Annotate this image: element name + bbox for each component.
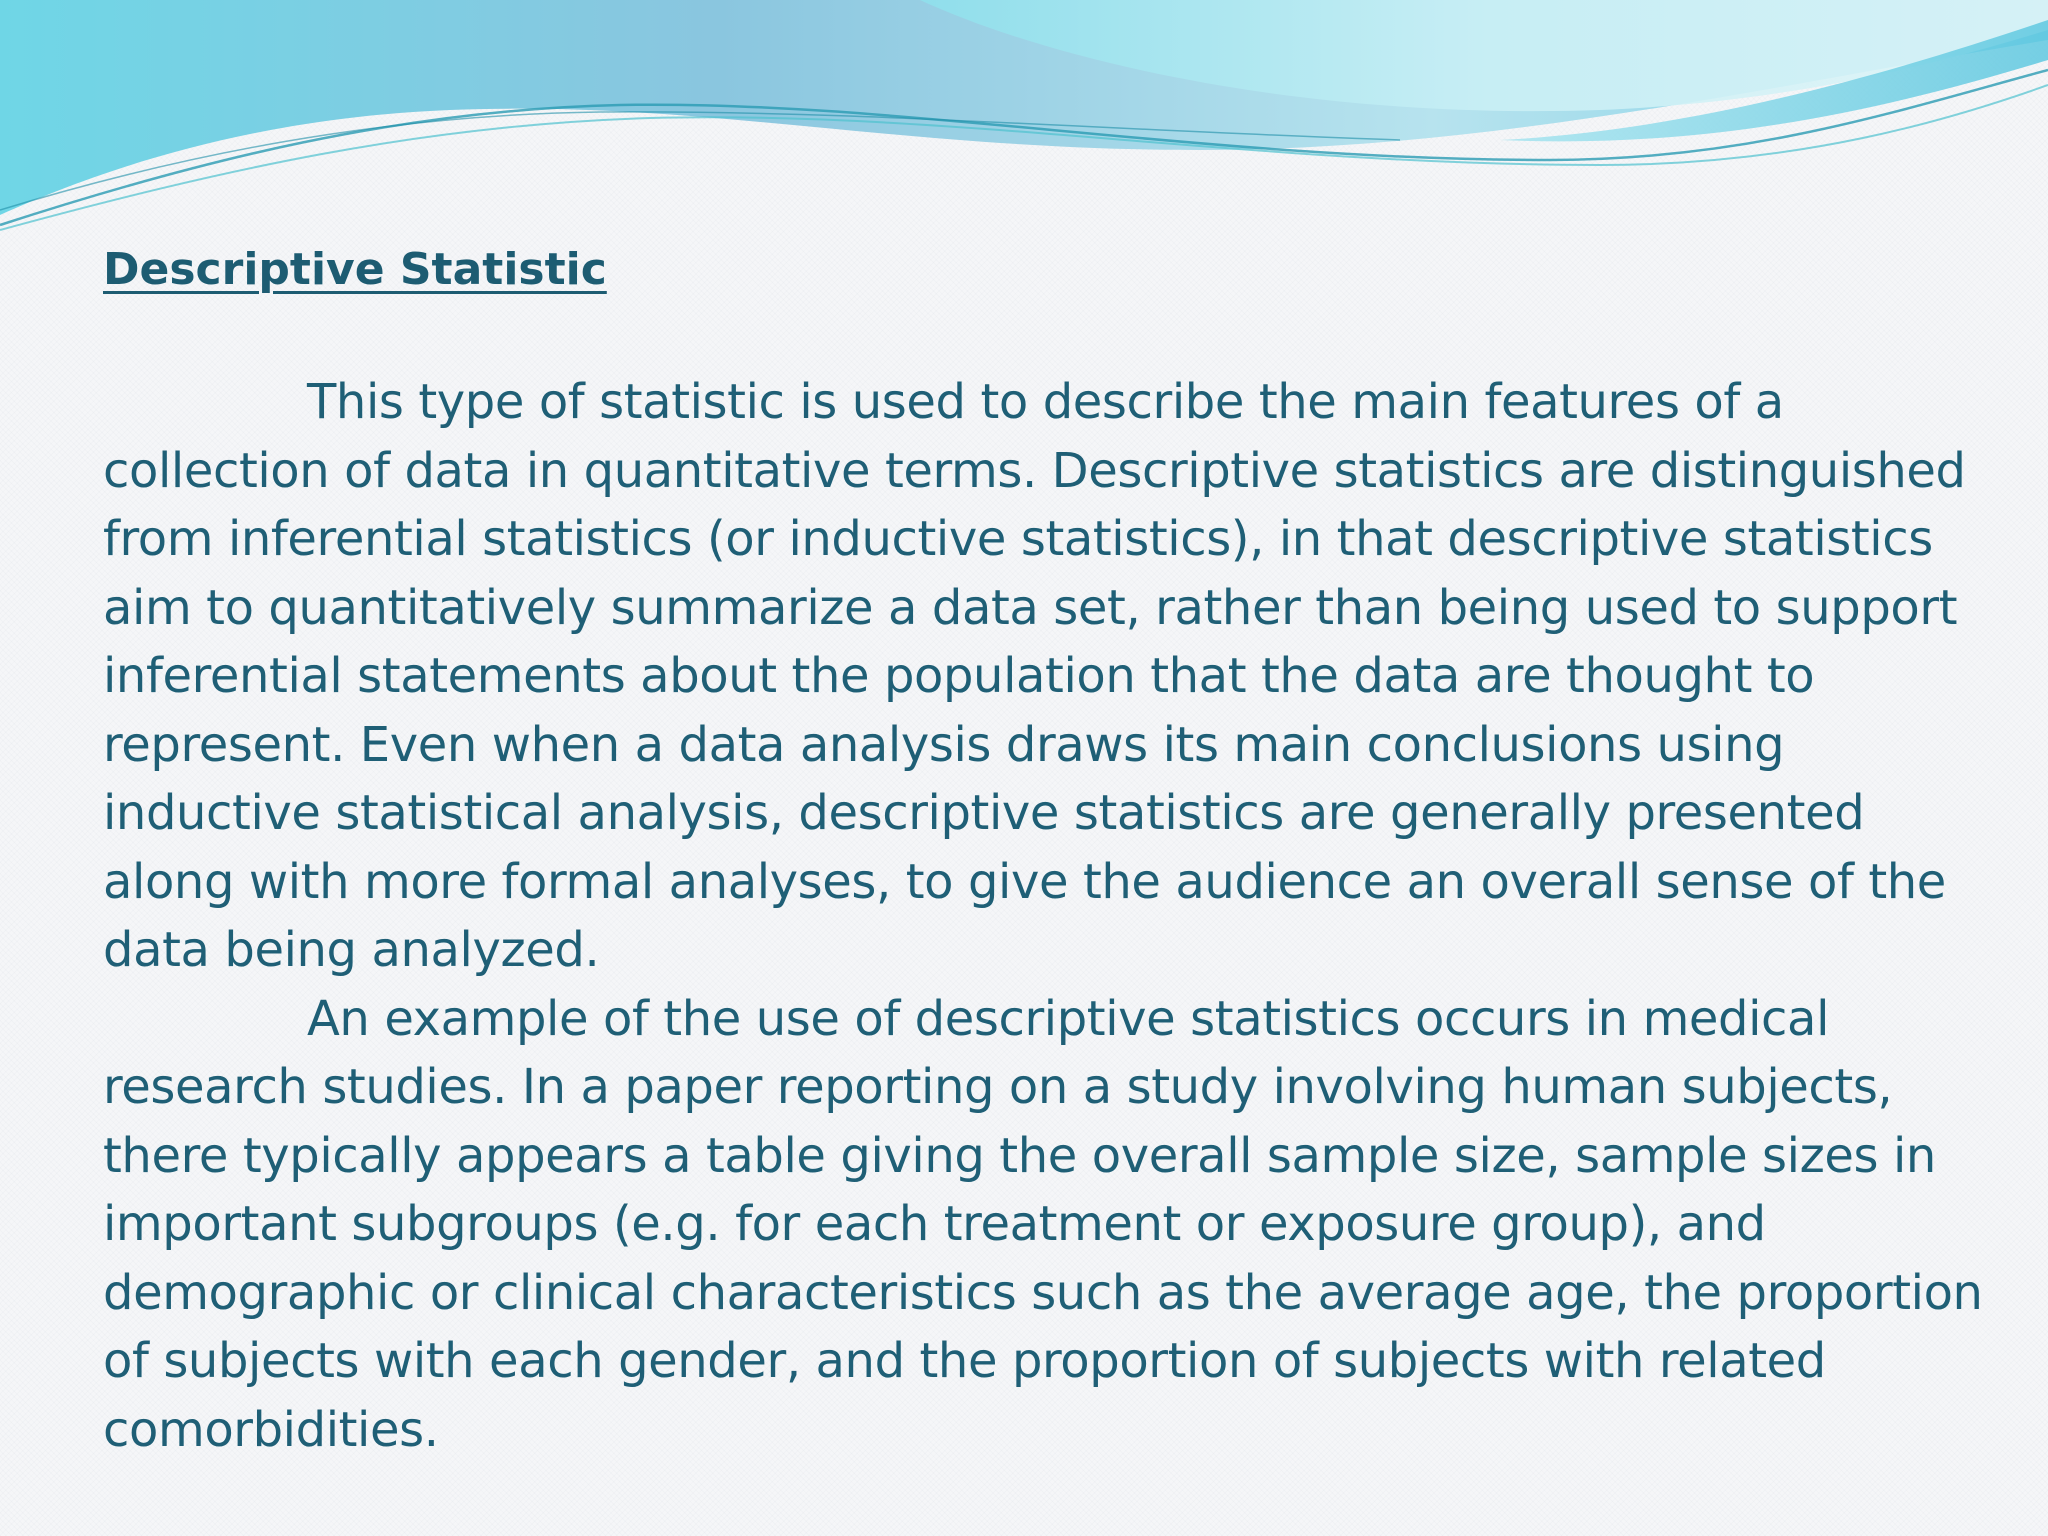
paragraph-example <box>103 985 1983 1465</box>
paragraph-definition-text: This type of statistic is used to describe the main features of a collection of data in quantitative terms. Descriptive statistics are distinguished from inferential statistics (or inductive statistics), in that descriptive statistics aim to quantitatively summarize a data set, rather than being used to support inferential statements about the population that the data are thought to represent. Even when a data analysis draws its main conclusions using inductive statistical analysis, descriptive statistics are generally presented along with more formal analyses, to give the audience an overall sense of the data being analyzed. <box>103 374 1966 978</box>
header-wave-decoration <box>0 0 2048 240</box>
slide-title: Descriptive Statistic <box>103 244 607 295</box>
paragraph-definition <box>103 368 1983 985</box>
paragraph-example-text: An example of the use of descriptive statistics occurs in medical research studies. In a paper reporting on a study involving human subjects, there typically appears a table giving the overall sample size, sample sizes in important subgroups (e.g. for each treatment or exposure group), and demographic or clinical characteristics such as the average age, the proportion of subjects with each gender, and the proportion of subjects with related comorbidities. <box>103 990 1983 1458</box>
slide-content <box>103 238 1983 1464</box>
